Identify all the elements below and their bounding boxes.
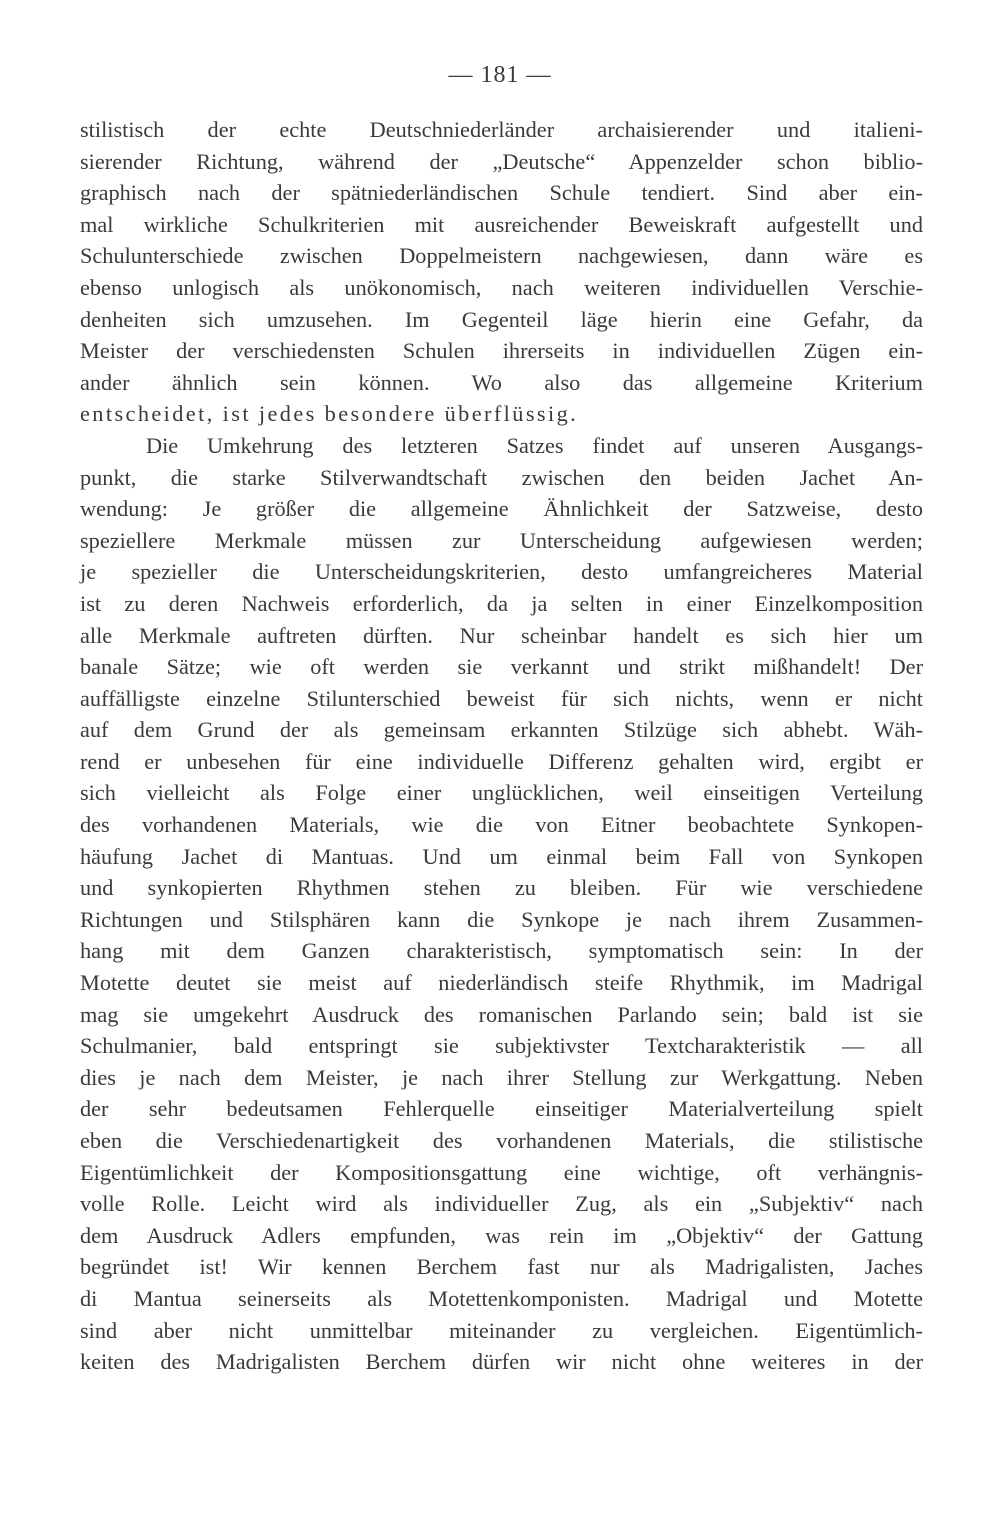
- text-line: Schulunterschiede zwischen Doppelmeistern nachgewiesen, dann wäre es: [80, 243, 923, 269]
- text-line: wendung: Je größer die allgemeine Ähnlichkeit der Satzweise, desto: [80, 496, 923, 522]
- text-line: sind aber nicht unmittelbar miteinander zu vergleichen. Eigentümlich-: [80, 1317, 923, 1343]
- text-line: banale Sätze; wie oft werden sie verkannt und strikt mißhandelt! Der: [80, 654, 923, 680]
- text-line: des vorhandenen Materials, wie die von Eitner beobachtete Synkopen-: [80, 812, 923, 838]
- text-line: Meister der verschiedensten Schulen ihrerseits in individuellen Zügen ein-: [80, 338, 923, 364]
- text-line: entscheidet, ist jedes besondere überflüssig.: [80, 401, 579, 427]
- text-line: häufung Jachet di Mantuas. Und um einmal beim Fall von Synkopen: [80, 843, 923, 869]
- text-line: mal wirkliche Schulkriterien mit ausreichender Beweiskraft aufgestellt und: [80, 211, 923, 237]
- text-line: eben die Verschiedenartigkeit des vorhandenen Materials, die stilistische: [80, 1128, 923, 1153]
- text-line: volle Rolle. Leicht wird als individueller Zug, als ein „Subjektiv“ nach: [80, 1191, 923, 1217]
- text-line: dem Ausdruck Adlers empfunden, was rein im „Objektiv“ der Gattung: [80, 1222, 923, 1248]
- text-line: je spezieller die Unterscheidungskriterien, desto umfangreicheres Material: [80, 559, 923, 585]
- text-line: begründet ist! Wir kennen Berchem fast nur als Madrigalisten, Jaches: [80, 1254, 923, 1280]
- text-line: graphisch nach der spätniederländischen Schule tendiert. Sind aber ein-: [80, 180, 923, 206]
- text-line: stilistisch der echte Deutschniederländer archaisierender und italieni-: [80, 117, 923, 142]
- text-line: der sehr bedeutsamen Fehlerquelle einseitiger Materialverteilung spielt: [80, 1096, 923, 1122]
- text-line: alle Merkmale auftreten dürften. Nur scheinbar handelt es sich hier um: [80, 622, 923, 648]
- text-line: mag sie umgekehrt Ausdruck des romanischen Parlando sein; bald ist sie: [80, 1001, 923, 1027]
- text-line: Motette deutet sie meist auf niederländisch steife Rhythmik, im Madrigal: [80, 970, 923, 996]
- text-line: punkt, die starke Stilverwandtschaft zwischen den beiden Jachet An-: [80, 464, 923, 490]
- text-line: dies je nach dem Meister, je nach ihrer Stellung zur Werkgattung. Neben: [80, 1064, 923, 1090]
- text-line: sich vielleicht als Folge einer unglücklichen, weil einseitigen Verteilung: [80, 780, 923, 806]
- text-line: keiten des Madrigalisten Berchem dürfen wir nicht ohne weiteres in der: [80, 1349, 923, 1375]
- text-line: denheiten sich umzusehen. Im Gegenteil läge hierin eine Gefahr, da: [80, 306, 923, 332]
- text-line: hang mit dem Ganzen charakteristisch, symptomatisch sein: In der: [80, 938, 923, 964]
- text-line: ist zu deren Nachweis erforderlich, da ja selten in einer Einzelkomposition: [80, 590, 923, 616]
- text-line: ander ähnlich sein können. Wo also das allgemeine Kriterium: [80, 369, 923, 395]
- text-line: Die Umkehrung des letzteren Satzes findet auf unseren Ausgangs-: [146, 432, 923, 458]
- text-line: rend er unbesehen für eine individuelle Differenz gehalten wird, ergibt er: [80, 748, 923, 774]
- text-line: auffälligste einzelne Stilunterschied beweist für sich nichts, wenn er nicht: [80, 685, 923, 711]
- text-line: di Mantua seinerseits als Motettenkomponisten. Madrigal und Motette: [80, 1285, 923, 1311]
- page-number: — 181 —: [448, 62, 552, 88]
- text-line: Eigentümlichkeit der Kompositionsgattung eine wichtige, oft verhängnis-: [80, 1159, 923, 1185]
- text-line: Richtungen und Stilsphären kann die Synkope je nach ihrem Zusammen-: [80, 906, 923, 932]
- text-line: speziellere Merkmale müssen zur Unterscheidung aufgewiesen werden;: [80, 527, 923, 553]
- text-line: sierender Richtung, während der „Deutsche“ Appenzelder schon biblio-: [80, 148, 923, 174]
- text-line: Schulmanier, bald entspringt sie subjektivster Textcharakteristik — all: [80, 1033, 923, 1059]
- text-line: auf dem Grund der als gemeinsam erkannten Stilzüge sich abhebt. Wäh-: [80, 717, 923, 743]
- text-line: ebenso unlogisch als unökonomisch, nach weiteren individuellen Verschie-: [80, 274, 923, 300]
- body-text: [80, 114, 923, 1378]
- text-line: und synkopierten Rhythmen stehen zu bleiben. Für wie verschiedene: [80, 875, 923, 901]
